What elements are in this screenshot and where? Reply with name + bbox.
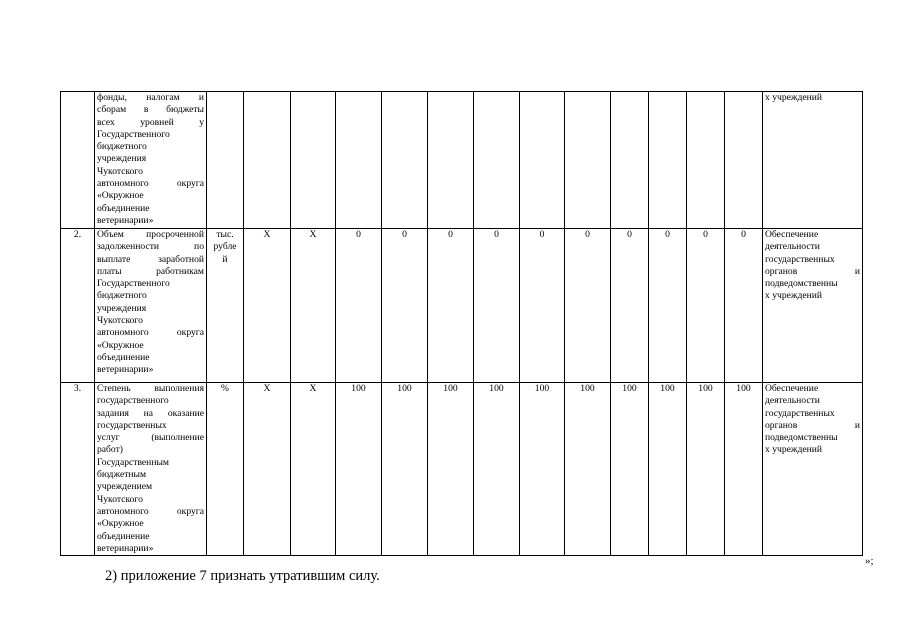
value-cell	[382, 92, 428, 229]
cell-text-line: Государственного	[97, 278, 170, 290]
cell-text-line: деятельности	[765, 241, 820, 253]
cell-text-line: учреждения	[97, 153, 147, 165]
cell-text-line: платы работникам	[97, 265, 204, 277]
cell-text-line: Обеспечение	[765, 383, 819, 394]
value-cell: Х	[291, 229, 336, 383]
value-cell: 0	[428, 229, 474, 383]
cell-text-line: «Окружное	[97, 190, 144, 202]
value-cell: 0	[611, 229, 649, 383]
cell-text-line: автономного округа	[97, 505, 204, 517]
cell-text-line: автономного округа	[97, 327, 204, 339]
value-cell: 100	[336, 383, 382, 556]
cell-text-line: Чукотского	[97, 315, 143, 327]
cell-text-line: подведомственны	[765, 278, 838, 290]
indicator-name-cell	[95, 92, 207, 229]
value-cell: Х	[244, 229, 291, 383]
cell-text-line: Государственного	[97, 128, 170, 140]
cell-text-line: государственных	[765, 407, 835, 419]
cell-text-line: й	[222, 253, 228, 265]
value-cell	[428, 92, 474, 229]
value-cell	[725, 92, 763, 229]
value-cell	[336, 92, 382, 229]
goal-cell	[763, 92, 863, 229]
cell-text-line: Чукотского	[97, 493, 143, 505]
goal-cell	[763, 383, 863, 556]
cell-text-line: выплате заработной	[97, 253, 204, 265]
indicator-name-cell	[95, 383, 207, 556]
cell-text-line: задания на оказание	[97, 407, 204, 419]
cell-text-line: объединение	[97, 351, 150, 363]
cell-text-line: объединение	[97, 202, 150, 214]
cell-text-line: органов и	[765, 265, 860, 277]
cell-text-line: рубле	[213, 241, 237, 253]
value-cell: 100	[565, 383, 611, 556]
cell-text-line: учреждения	[97, 302, 147, 314]
row-number-cell: 3.	[61, 383, 95, 556]
cell-text-line: Чукотского	[97, 165, 143, 177]
cell-text-line: деятельности	[765, 395, 820, 407]
cell-text-line: «Окружное	[97, 339, 144, 351]
value-cell	[649, 92, 687, 229]
cell-text-line: %	[221, 383, 229, 394]
value-cell: 0	[687, 229, 725, 383]
value-cell: 0	[565, 229, 611, 383]
value-cell: 0	[474, 229, 520, 383]
cell-text-line: ветеринарии»	[97, 542, 154, 554]
cell-text-line: работ)	[97, 444, 123, 456]
table-row	[61, 92, 863, 229]
value-cell: 0	[725, 229, 763, 383]
value-cell: 100	[520, 383, 565, 556]
cell-text-line: бюджетного	[97, 141, 147, 153]
cell-text-line: Обеспечение	[765, 229, 819, 240]
value-cell: 100	[611, 383, 649, 556]
value-cell	[520, 92, 565, 229]
cell-text-line: государственных	[97, 419, 167, 431]
value-cell: Х	[291, 383, 336, 556]
value-cell	[474, 92, 520, 229]
value-cell: 100	[725, 383, 763, 556]
cell-text-line: бюджетным	[97, 469, 147, 481]
row-number-cell: 2.	[61, 229, 95, 383]
unit-cell	[207, 92, 244, 229]
value-cell	[244, 92, 291, 229]
unit-cell	[207, 383, 244, 556]
closing-quote-mark: »;	[865, 555, 874, 567]
cell-text-line: х учреждений	[765, 444, 823, 456]
cell-text-line: задолженности по	[97, 241, 204, 253]
value-cell: Х	[244, 383, 291, 556]
table-row	[61, 383, 863, 556]
value-cell: 100	[649, 383, 687, 556]
unit-cell	[207, 229, 244, 383]
value-cell	[611, 92, 649, 229]
value-cell: 0	[382, 229, 428, 383]
value-cell: 0	[520, 229, 565, 383]
cell-text-line: ветеринарии»	[97, 214, 154, 226]
value-cell	[565, 92, 611, 229]
cell-text-line: фонды, налогам и	[97, 92, 204, 103]
value-cell: 100	[687, 383, 725, 556]
value-cell: 100	[474, 383, 520, 556]
cell-text-line: государственных	[765, 253, 835, 265]
table-body	[61, 92, 863, 556]
value-cell: 100	[428, 383, 474, 556]
cell-text-line: подведомственны	[765, 432, 838, 444]
cell-text-line: Степень выполнения	[97, 383, 204, 394]
cell-text-line: объединение	[97, 530, 150, 542]
cell-text-line: «Окружное	[97, 518, 144, 530]
table-row	[61, 229, 863, 383]
cell-text-line: Объем просроченной	[97, 229, 204, 240]
cell-text-line: х учреждений	[765, 92, 823, 103]
value-cell: 100	[382, 383, 428, 556]
cell-text-line: услуг (выполнение	[97, 432, 204, 444]
cell-text-line: х учреждений	[765, 290, 823, 302]
value-cell	[687, 92, 725, 229]
row-number-cell	[61, 92, 95, 229]
cell-text-line: ветеринарии»	[97, 364, 154, 376]
cell-text-line: Государственным	[97, 456, 169, 468]
cell-text-line: тыс.	[216, 229, 234, 240]
cell-text-line: всех уровней у	[97, 116, 204, 128]
goal-cell	[763, 229, 863, 383]
cell-text-line: государственного	[97, 395, 169, 407]
value-cell: 0	[649, 229, 687, 383]
cell-text-line: учреждением	[97, 481, 153, 493]
cell-text-line: бюджетного	[97, 290, 147, 302]
amendment-paragraph: 2) приложение 7 признать утратившим силу.	[105, 568, 380, 584]
value-cell	[291, 92, 336, 229]
cell-text-line: сборам в бюджеты	[97, 104, 204, 116]
indicator-name-cell	[95, 229, 207, 383]
cell-text-line: автономного округа	[97, 178, 204, 190]
indicators-table	[60, 91, 863, 556]
value-cell: 0	[336, 229, 382, 383]
cell-text-line: органов и	[765, 419, 860, 431]
